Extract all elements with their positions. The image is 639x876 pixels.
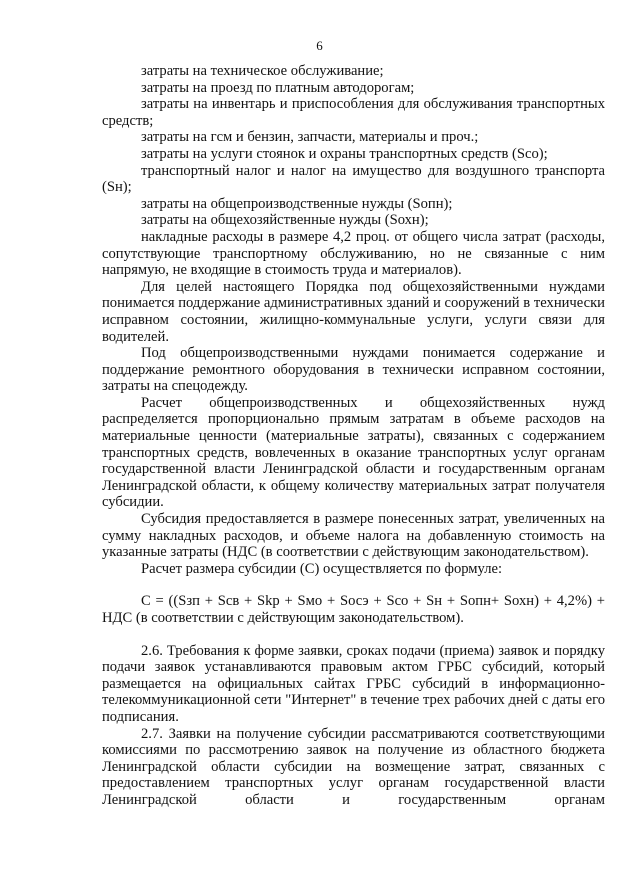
paragraph: затраты на гсм и бензин, запчасти, материалы и проч.; <box>141 129 479 146</box>
document-body <box>102 63 605 809</box>
paragraph: затраты на инвентарь и приспособления для обслуживания транспортных средств; <box>102 96 605 129</box>
paragraph: 2.7. Заявки на получение субсидии рассматриваются соответствующими комиссиями по рассмотрению заявок на получение из областного бюджета Ленинградской области субсидии на возмещение затрат, связанных с предоставлением транспортных услуг органам государственной власти Ленинградской области и государственным органам <box>102 725 605 808</box>
paragraph-spacer <box>102 577 605 593</box>
paragraph: затраты на общепроизводственные нужды (Sопн); <box>141 195 453 212</box>
paragraph: транспортный налог и налог на имущество для воздушного транспорта (Sн); <box>102 162 605 196</box>
paragraph: затраты на услуги стоянок и охраны транспортных средств (Sco); <box>141 145 548 162</box>
paragraph: затраты на общехозяйственные нужды (Sохн); <box>141 212 429 229</box>
paragraph: С = ((Sзп + Sсв + Skp + Sмо + Sосэ + Sco + Sн + Sопн+ Sохн) + 4,2%) + НДС (в соответствии с действующим законодательством). <box>102 593 605 626</box>
paragraph: Под общепроизводственными нуждами понимается содержание и поддержание ремонтного оборудования в технически исправном состоянии, затраты на спецодежду. <box>102 345 605 395</box>
paragraph: Расчет общепроизводственных и общехозяйственных нужд распределяется пропорционально прямым затратам в объеме расходов на материальные ценности (материальные затраты), связанных с содержанием транспортных средств, вовлеченных в оказание транспортных услуг органам государственной власти Ленинградской области и государственным органам Ленинградской области, к общему количеству материальных затрат получателя субсидии. <box>102 394 605 511</box>
paragraph: накладные расходы в размере 4,2 проц. от общего числа затрат (расходы, сопутствующие транспортному обслуживанию, но не связанные с ним напрямую, не входящие в стоимость труда и материалов). <box>102 228 605 279</box>
paragraph: Субсидия предоставляется в размере понесенных затрат, увеличенных на сумму накладных расходов, и объеме налога на добавленную стоимость на указанные затраты (НДС (в соответствии с действующим законодательством). <box>102 511 605 561</box>
paragraph: Расчет размера субсидии (С) осуществляется по формуле: <box>141 560 503 577</box>
page-number: 6 <box>316 38 323 53</box>
paragraph-spacer <box>102 627 605 643</box>
paragraph: Для целей настоящего Порядка под общехозяйственными нуждами понимается поддержание административных зданий и сооружений в технически исправном состоянии, жилищно-коммунальные услуги, услуги связи для водителей. <box>102 278 605 345</box>
paragraph: затраты на проезд по платным автодорогам; <box>141 79 415 96</box>
paragraph: 2.6. Требования к форме заявки, сроках подачи (приема) заявок и порядку подачи заявок устанавливаются правовым актом ГРБС субсидий, который размещается на официальных сайтах ГРБС субсидий в информационно-телекоммуникационной сети "Интернет" в течение трех рабочих дней с даты его подписания. <box>102 642 605 725</box>
paragraph: затраты на техническое обслуживание; <box>141 63 384 79</box>
